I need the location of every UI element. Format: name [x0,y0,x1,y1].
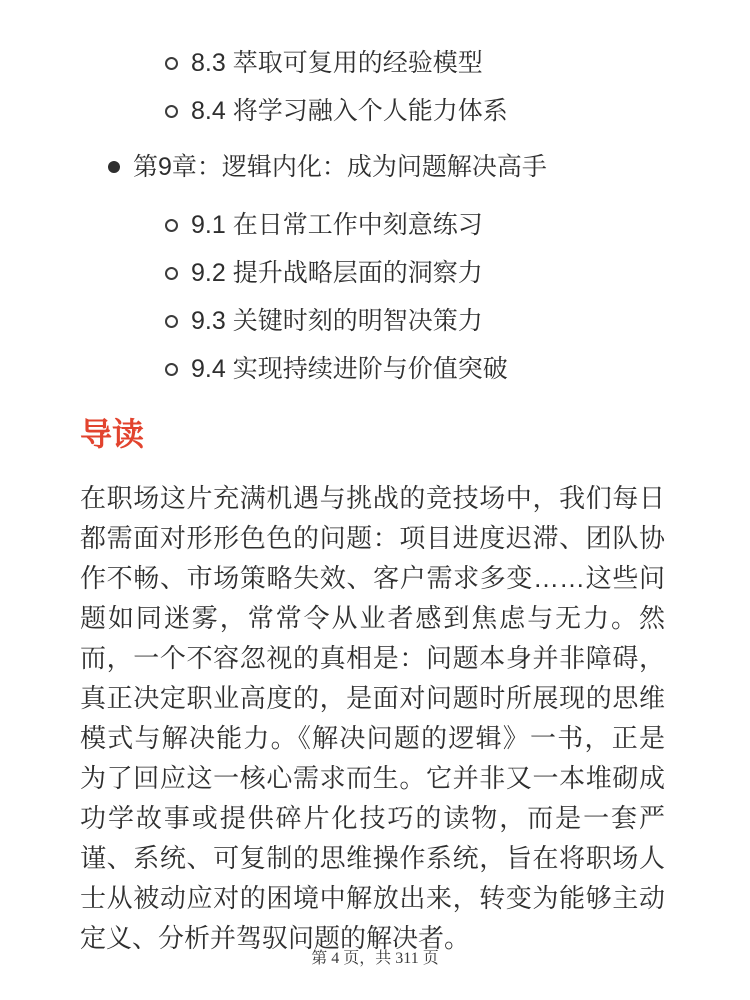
page-number-footer: 第 4 页，共 311 页 [311,950,439,967]
circle-bullet-icon [165,267,178,280]
toc-item-label: 9.2 提升战略层面的洞察力 [191,259,483,287]
paragraph-line: 而，一个不容忽视的真相是：问题本身并非障碍， [80,643,665,673]
paragraph-line: 题如同迷雾，常常令从业者感到焦虑与无力。然 [80,603,665,633]
toc-item-chapter-9 [0,152,750,182]
toc-item-label: 9.3 关键时刻的明智决策力 [191,307,483,335]
toc-item-8-4 [0,96,750,126]
paragraph-line: 作不畅、市场策略失效、客户需求多变……这些问 [80,563,665,593]
paragraph-line: 谨、系统、可复制的思维操作系统，旨在将职场人 [80,843,665,873]
circle-bullet-icon [165,105,178,118]
paragraph-line: 模式与解决能力。《解决问题的逻辑》一书，正是 [80,723,665,753]
intro-heading: 导读 [80,416,145,452]
toc-item-label: 9.1 在日常工作中刻意练习 [191,211,483,239]
toc-item-9-2 [0,258,750,288]
toc-item-9-3 [0,306,750,336]
toc-item-9-4 [0,354,750,384]
paragraph-line: 都需面对形形色色的问题：项目进度迟滞、团队协 [80,523,665,553]
intro-paragraph [80,478,665,958]
circle-bullet-icon [165,315,178,328]
toc-item-label: 8.4 将学习融入个人能力体系 [191,97,508,125]
toc-item-9-1 [0,210,750,240]
table-of-contents [0,0,750,384]
disc-bullet-icon [108,161,120,173]
circle-bullet-icon [165,219,178,232]
toc-item-label: 9.4 实现持续进阶与价值突破 [191,355,508,383]
circle-bullet-icon [165,57,178,70]
paragraph-line: 士从被动应对的困境中解放出来，转变为能够主动 [80,883,665,913]
paragraph-line: 为了回应这一核心需求而生。它并非又一本堆砌成 [80,763,665,793]
paragraph-line: 真正决定职业高度的，是面对问题时所展现的思维 [80,683,665,713]
paragraph-line: 功学故事或提供碎片化技巧的读物，而是一套严 [80,803,665,833]
paragraph-line: 定义、分析并驾驭问题的解决者。 [80,923,471,953]
toc-item-label: 8.3 萃取可复用的经验模型 [191,49,483,77]
paragraph-line: 在职场这片充满机遇与挑战的竞技场中，我们每日 [80,483,665,513]
toc-item-label: 第9章：逻辑内化：成为问题解决高手 [133,153,547,181]
circle-bullet-icon [165,363,178,376]
toc-item-8-3 [0,48,750,78]
